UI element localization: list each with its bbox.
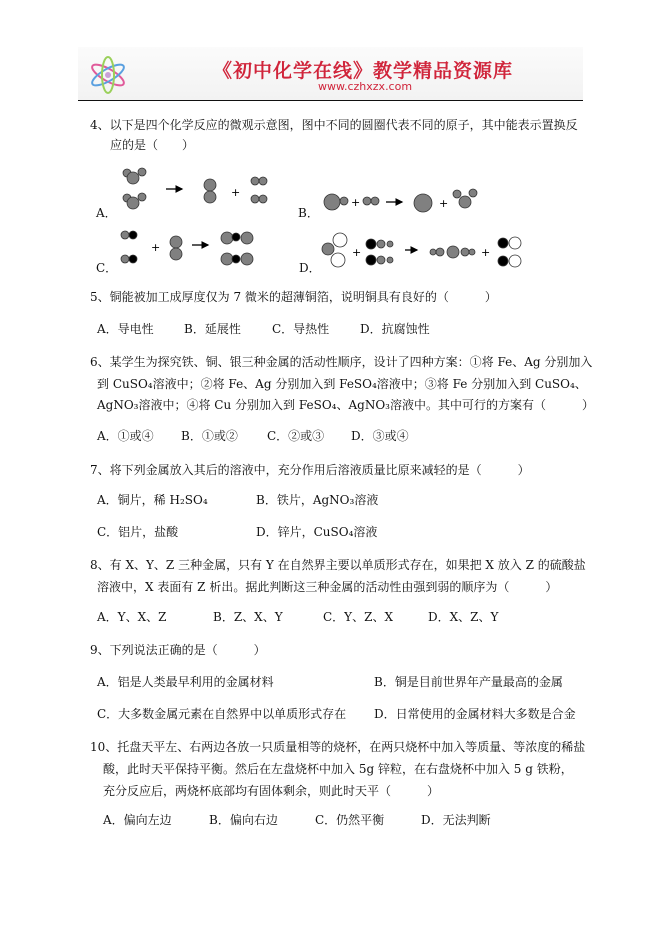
q10-option-c: C．仍然平衡	[315, 813, 385, 827]
q4-option-a: A．	[96, 206, 117, 220]
q6-line-2: 到 CuSO₄溶液中；②将 Fe、Ag 分别加入到 FeSO₄溶液中；③将 Fe 分别加入到 CuSO₄、	[97, 377, 587, 391]
q7-option-c: C．铝片，盐酸	[97, 525, 179, 539]
q5-line-1: 5、铜能被加工成厚度仅为 7 微米的超薄铜箔，说明铜具有良好的（ ）	[90, 290, 497, 304]
diagram-a	[123, 168, 267, 209]
q9-option-c: C．大多数金属元素在自然界中以单质形式存在	[97, 707, 347, 721]
q5-option-c: C．导热性	[272, 322, 330, 336]
q4-option-d: D．	[299, 261, 321, 275]
header-url: www.czhxzx.com	[318, 80, 413, 93]
q6-option-a: A．①或④	[97, 429, 154, 443]
q5-option-a: A．导电性	[97, 322, 154, 336]
q8-option-c: C．Y、Z、X	[323, 610, 393, 624]
q9-option-b: B．铜是目前世界年产量最高的金属	[374, 675, 563, 689]
q8-option-d: D．X、Z、Y	[428, 610, 499, 624]
q8-option-a: A．Y、X、Z	[97, 610, 167, 624]
diagram-c	[121, 231, 253, 265]
q6-line-1: 6、某学生为探究铁、铜、银三种金属的活动性顺序，设计了四种方案：①将 Fe、Ag 分别加入	[90, 355, 593, 369]
q9-option-a: A．铝是人类最早利用的金属材料	[97, 675, 274, 689]
svg-text:+: +	[352, 246, 362, 259]
q6-option-d: D．③或④	[351, 429, 409, 443]
q5-option-b: B．延展性	[184, 322, 241, 336]
q5-option-d: D．抗腐蚀性	[360, 322, 430, 336]
q8-option-b: B．Z、X、Y	[213, 610, 283, 624]
q4-line-1: 4、以下是四个化学反应的微观示意图，图中不同的圆圈代表不同的原子，其中能表示置换反	[90, 118, 578, 132]
q7-option-b: B．铁片，AgNO₃溶液	[256, 493, 379, 507]
q7-line-1: 7、将下列金属放入其后的溶液中，充分作用后溶液质量比原来减轻的是（ ）	[90, 463, 530, 477]
q9-line-1: 9、下列说法正确的是（ ）	[90, 643, 266, 657]
svg-text:+: +	[231, 186, 241, 199]
q10-option-a: A．偏向左边	[103, 813, 172, 827]
q8-line-2: 溶液中，X 表面有 Z 析出。据此判断这三种金属的活动性由强到弱的顺序为（ ）	[97, 580, 558, 594]
q6-option-c: C．②或③	[267, 429, 325, 443]
q10-line-1: 10、托盘天平左、右两边各放一只质量相等的烧杯，在两只烧杯中加入等质量、等浓度的稀盐	[90, 740, 586, 754]
q6-option-b: B．①或②	[181, 429, 238, 443]
q9-option-d: D．日常使用的金属材料大多数是合金	[374, 707, 576, 721]
q7-option-a: A．铜片，稀 H₂SO₄	[97, 493, 208, 507]
q4-line-2: 应的是（ ）	[110, 138, 195, 152]
q8-line-1: 8、有 X、Y、Z 三种金属，只有 Y 在自然界主要以单质形式存在，如果把 X 放入 Z 的硫酸盐	[90, 558, 586, 572]
q10-option-d: D．无法判断	[421, 813, 491, 827]
q4-option-b: B．	[298, 206, 319, 220]
q10-option-b: B．偏向右边	[209, 813, 278, 827]
svg-text:+: +	[351, 196, 361, 209]
q6-line-3: AgNO₃溶液中；④将 Cu 分别加入到 FeSO₄、AgNO₃溶液中。其中可行的方案有（ ）	[97, 398, 594, 412]
q7-option-d: D．锌片，CuSO₄溶液	[256, 525, 378, 539]
q10-line-3: 充分反应后，两烧杯底部均有固体剩余，则此时天平（ ）	[103, 784, 440, 798]
q10-line-2: 酸，此时天平保持平衡。然后在左盘烧杯中加入 5g 锌粒，在右盘烧杯中加入 5 g 铁粉，	[103, 762, 573, 776]
diagram-b	[324, 189, 477, 212]
header-title: 《初中化学在线》教学精品资源库	[213, 60, 514, 82]
q4-option-c: C．	[96, 261, 118, 275]
reaction-diagrams	[0, 0, 661, 300]
svg-text:+: +	[151, 241, 161, 254]
svg-text:+: +	[481, 246, 491, 259]
svg-text:+: +	[439, 197, 449, 210]
